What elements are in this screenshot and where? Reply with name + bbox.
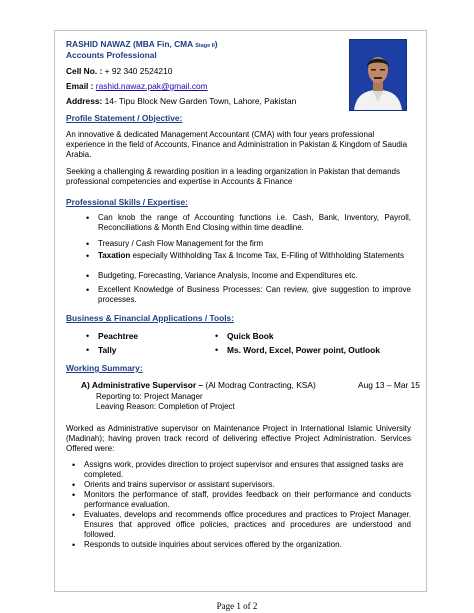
bullet-icon: • (86, 271, 90, 281)
profile-paragraph-2: Seeking a challenging & rewarding position in a leading organization in Pakistan that demands professional competencies and expertise in Accounts & Finance (66, 167, 400, 186)
bullet-icon: • (72, 510, 76, 520)
skill-item: Treasury / Cash Flow Management for the firm (98, 239, 264, 248)
duty-item: Responds to outside inquiries about services offered by the organization. (84, 540, 342, 549)
tool-item: Peachtree (98, 331, 139, 341)
bullet-icon: • (72, 460, 76, 470)
duty-item: Assigns work, provides direction to project supervisor and ensures that assigned tasks are completed. (84, 460, 404, 479)
tool-item: Tally (98, 345, 117, 355)
candidate-name: RASHID NAWAZ (MBA Fin, CMA Stage II) (66, 39, 218, 49)
bullet-icon: • (72, 490, 76, 500)
job-dates: Aug 13 – Mar 15 (358, 380, 420, 390)
work-heading: Working Summary: (66, 363, 143, 373)
address-line: Address: 14- Tipu Block New Garden Town, Lahore, Pakistan (66, 96, 297, 106)
bullet-icon: • (215, 331, 219, 341)
profile-paragraph-1: An innovative & dedicated Management Accountant (CMA) with four years professional experience in the field of Accounts, Finance and Administration in Pakistan & Kingdom of Saudia Arabia. (66, 130, 408, 159)
bullet-icon: • (86, 239, 90, 249)
skill-item: Can knob the range of Accounting functions i.e. Cash, Bank, Inventory, Payroll, Reconciliations & Month End Closing within time deadline. (98, 213, 411, 232)
skill-item: Excellent Knowledge of Business Processes: Can review, give suggestion to improve processes. (98, 285, 411, 304)
skill-item: Taxation especially Withholding Tax & Income Tax, E-Filing of Withholding Statements (98, 251, 404, 260)
bullet-icon: • (86, 213, 90, 223)
job-entry-title: A) Administrative Supervisor – (Al Modrag Contracting, KSA) (81, 380, 316, 390)
duty-item: Orients and trains supervisor or assistant supervisors. (84, 480, 275, 489)
cell-line: Cell No. : + 92 340 2524210 (66, 66, 173, 76)
skill-item: Budgeting, Forecasting, Variance Analysis, Income and Expenditures etc. (98, 271, 358, 280)
duty-item: Evaluates, develops and recommends office procedures and practices to Project Manager. Ensures that approved office policies, practices and procedures are understood and followed. (84, 510, 411, 539)
email-link[interactable]: rashid.nawaz.pak@gmail.com (95, 81, 208, 91)
tool-item: Ms. Word, Excel, Power point, Outlook (227, 345, 380, 355)
job-reporting: Reporting to: Project Manager (96, 392, 203, 401)
bullet-icon: • (215, 345, 219, 355)
job-title: Accounts Professional (66, 50, 157, 60)
bullet-icon: • (86, 251, 90, 261)
email-line: Email : rashid.nawaz.pak@gmail.com (66, 81, 208, 91)
profile-heading: Profile Statement / Objective: (66, 113, 183, 123)
bullet-icon: • (86, 285, 90, 295)
page-number: Page 1 of 2 (216, 601, 258, 611)
profile-photo (349, 39, 407, 111)
bullet-icon: • (86, 331, 90, 341)
job-leaving-reason: Leaving Reason: Completion of Project (96, 402, 235, 411)
duty-item: Monitors the performance of staff, provides feedback on their performance and conducts performance evaluation. (84, 490, 411, 509)
skills-heading: Professional Skills / Expertise: (66, 197, 188, 207)
tool-item: Quick Book (227, 331, 274, 341)
bullet-icon: • (72, 540, 76, 550)
bullet-icon: • (72, 480, 76, 490)
job-description: Worked as Administrative supervisor on Maintenance Project in International Islamic University (Madinah); having proven track record of delivering effective Project Administration. Services Offered were: (66, 424, 411, 453)
bullet-icon: • (86, 345, 90, 355)
tools-heading: Business & Financial Applications / Tools: (66, 313, 234, 323)
